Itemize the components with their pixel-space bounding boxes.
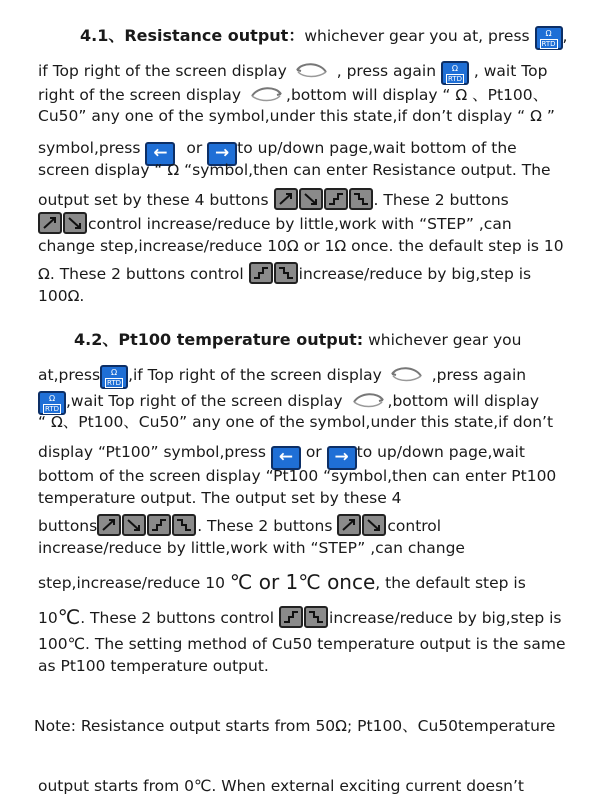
down-small-button-icon <box>63 212 87 234</box>
s41-line-4: Cu50” any one of the symbol,under this state,if don’t display “ Ω ” <box>38 107 555 125</box>
s41-line-6: screen display “ Ω “symbol,then can enter Resistance output. The <box>38 161 551 179</box>
up-small-button-icon <box>274 188 298 210</box>
right-arrow-button-icon: → <box>327 446 357 470</box>
s42-line-11: 10℃. These 2 buttons control increase/reduce by big,step is <box>38 605 562 629</box>
down-big-button-icon <box>304 606 328 628</box>
down-big-button-icon <box>274 262 298 284</box>
s41-line-9: change step,increase/reduce 10Ω or 1Ω once. the default step is 10 <box>38 237 564 255</box>
s42-line-8: buttons . These 2 buttons control <box>38 514 441 536</box>
down-small-button-icon <box>122 514 146 536</box>
s42-line-2: at,press Ω RTD ,if Top right of the screen display ,press again <box>38 362 526 389</box>
s42-line-5: display “Pt100” symbol,press ← or → to up/down page,wait <box>38 442 525 470</box>
s42-line-4: “ Ω、Pt100、Cu50” any one of the symbol,under this state,if don’t <box>38 413 554 431</box>
s41-line-7: output set by these 4 buttons . These 2 buttons <box>38 188 509 210</box>
s42-line-12: 100℃. The setting method of Cu50 temperature output is the same <box>38 635 566 653</box>
s42-line-9: increase/reduce by little,work with “STEP” ,can change <box>38 539 465 557</box>
turn-left-symbol-icon <box>292 58 332 82</box>
s41-line-10: Ω. These 2 buttons control increase/reduce by big,step is <box>38 262 531 284</box>
left-arrow-button-icon: ← <box>271 446 301 470</box>
rtd-button-icon: Ω RTD <box>38 391 66 415</box>
up-small-button-icon <box>97 514 121 536</box>
s42-line-3: Ω RTD ,wait Top right of the screen display ,bottom will display <box>38 388 539 415</box>
note-line-1: Note: Resistance output starts from 50Ω; Pt100、Cu50temperature <box>34 717 556 735</box>
right-arrow-button-icon: → <box>207 142 237 166</box>
up-big-button-icon <box>147 514 171 536</box>
up-big-button-icon <box>279 606 303 628</box>
turn-right-symbol-icon <box>246 82 286 106</box>
s42-line-10: step,increase/reduce 10 ℃ or 1℃ once, the default step is <box>38 570 526 594</box>
s42-line-7: temperature output. The output set by these 4 <box>38 489 402 507</box>
up-small-button-icon <box>38 212 62 234</box>
s41-line-3: right of the screen display ,bottom will display “ Ω 、Pt100、 <box>38 82 548 106</box>
s41-line-1: 4.1、Resistance output：whichever gear you at, press Ω RTD , <box>80 26 568 48</box>
down-small-button-icon <box>362 514 386 536</box>
s41-line-8: control increase/reduce by little,work with “STEP” ,can <box>38 212 512 234</box>
s41-line-2: if Top right of the screen display , press again Ω RTD , wait Top <box>38 58 547 85</box>
up-big-button-icon <box>249 262 273 284</box>
down-big-button-icon <box>349 188 373 210</box>
s41-line-5: symbol,press ← or → to up/down page,wait bottom of the <box>38 138 517 166</box>
s42-line-6: bottom of the screen display “Pt100 “symbol,then can enter Pt100 <box>38 467 557 485</box>
section-4-2-heading: 4.2、Pt100 temperature output: <box>74 330 364 349</box>
s42-line-1: 4.2、Pt100 temperature output: whichever gear you <box>74 330 522 349</box>
turn-right-symbol-icon <box>348 388 388 412</box>
down-small-button-icon <box>299 188 323 210</box>
down-big-button-icon <box>172 514 196 536</box>
s42-line-13: as Pt100 temperature output. <box>38 657 269 675</box>
turn-left-symbol-icon <box>387 362 427 386</box>
section-4-1-heading: 4.1、Resistance output： <box>80 26 305 45</box>
rtd-button-icon: Ω RTD <box>441 61 469 85</box>
s41-line-11: 100Ω. <box>38 287 85 305</box>
left-arrow-button-icon: ← <box>145 142 175 166</box>
up-small-button-icon <box>337 514 361 536</box>
note-line-2: output starts from 0℃. When external exciting current doesn’t <box>38 777 524 795</box>
rtd-button-icon: Ω RTD <box>535 26 563 50</box>
up-big-button-icon <box>324 188 348 210</box>
rtd-button-icon: Ω RTD <box>100 365 128 389</box>
